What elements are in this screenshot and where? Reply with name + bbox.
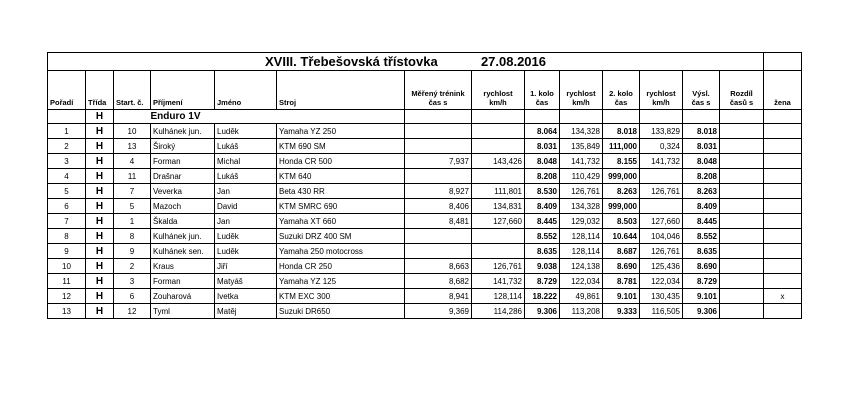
cell-zena <box>764 154 802 169</box>
table-row <box>48 304 802 319</box>
cell-prijmeni: Zouharová <box>151 289 215 304</box>
header-rychlost-2-2: km/h <box>652 98 670 107</box>
cell-jmeno: Lukáš <box>215 139 277 154</box>
cell-start: 9 <box>114 244 151 259</box>
cell-zena <box>764 304 802 319</box>
cell-prijmeni: Veverka <box>151 184 215 199</box>
results-table <box>47 52 802 319</box>
cell-rych1: 134,328 <box>560 199 603 214</box>
cell-trenink <box>405 124 472 139</box>
cell-rych2: 104,046 <box>640 229 683 244</box>
header-trenink <box>405 71 472 110</box>
cell-start: 1 <box>114 214 151 229</box>
cell-vysl: 9.101 <box>683 289 720 304</box>
cell-poradi: 6 <box>48 199 86 214</box>
header-stroj: Stroj <box>277 71 405 110</box>
section-blank-4 <box>472 110 525 124</box>
cell-stroj: KTM EXC 300 <box>277 289 405 304</box>
cell-jmeno: Jan <box>215 184 277 199</box>
cell-jmeno: Matěj <box>215 304 277 319</box>
cell-trenink <box>405 229 472 244</box>
cell-trenink <box>405 139 472 154</box>
cell-vysl: 8.048 <box>683 154 720 169</box>
cell-zena <box>764 244 802 259</box>
header-start: Start. č. <box>114 71 151 110</box>
cell-rych2: 127,660 <box>640 214 683 229</box>
cell-kolo1: 8.031 <box>525 139 560 154</box>
cell-stroj: KTM SMRC 690 <box>277 199 405 214</box>
cell-start: 10 <box>114 124 151 139</box>
cell-trenink <box>405 169 472 184</box>
cell-rych1: 113,208 <box>560 304 603 319</box>
cell-rych1: 124,138 <box>560 259 603 274</box>
cell-kolo1: 8.208 <box>525 169 560 184</box>
table-row <box>48 244 802 259</box>
cell-trida: H <box>86 289 114 304</box>
cell-trida: H <box>86 139 114 154</box>
cell-prijmeni: Široký <box>151 139 215 154</box>
cell-jmeno: Lukáš <box>215 169 277 184</box>
cell-rozdil <box>720 214 764 229</box>
cell-poradi: 4 <box>48 169 86 184</box>
cell-trida: H <box>86 229 114 244</box>
cell-rozdil <box>720 169 764 184</box>
section-blank-9 <box>683 110 720 124</box>
cell-poradi: 12 <box>48 289 86 304</box>
cell-start: 2 <box>114 259 151 274</box>
cell-kolo1: 9.038 <box>525 259 560 274</box>
cell-kolo1: 8.409 <box>525 199 560 214</box>
cell-rych1: 134,328 <box>560 124 603 139</box>
cell-kolo1: 8.048 <box>525 154 560 169</box>
title-blank-cell <box>764 53 802 71</box>
cell-poradi: 11 <box>48 274 86 289</box>
cell-zena <box>764 124 802 139</box>
cell-prijmeni: Tyml <box>151 304 215 319</box>
header-rychlost-t <box>472 71 525 110</box>
cell-poradi: 9 <box>48 244 86 259</box>
header-vysledny-2: čas s <box>691 98 711 107</box>
cell-vysl: 8.208 <box>683 169 720 184</box>
section-class: H <box>86 110 114 124</box>
cell-rych-t: 114,286 <box>472 304 525 319</box>
section-blank-7 <box>603 110 640 124</box>
cell-zena <box>764 259 802 274</box>
cell-rych2: 141,732 <box>640 154 683 169</box>
cell-kolo1: 8.729 <box>525 274 560 289</box>
cell-kolo2: 8.018 <box>603 124 640 139</box>
cell-rych-t: 127,660 <box>472 214 525 229</box>
table-row <box>48 184 802 199</box>
cell-stroj: KTM 640 <box>277 169 405 184</box>
cell-rozdil <box>720 289 764 304</box>
header-kolo2 <box>603 71 640 110</box>
cell-rych1: 128,114 <box>560 244 603 259</box>
cell-vysl: 8.018 <box>683 124 720 139</box>
cell-zena: x <box>764 289 802 304</box>
cell-start: 6 <box>114 289 151 304</box>
cell-jmeno: Luděk <box>215 244 277 259</box>
cell-rych2 <box>640 169 683 184</box>
cell-poradi: 3 <box>48 154 86 169</box>
header-rozdil <box>720 71 764 110</box>
cell-trenink <box>405 244 472 259</box>
table-row <box>48 139 802 154</box>
cell-rozdil <box>720 259 764 274</box>
cell-vysl: 8.445 <box>683 214 720 229</box>
cell-kolo1: 8.635 <box>525 244 560 259</box>
cell-kolo2: 8.781 <box>603 274 640 289</box>
cell-rych1: 128,114 <box>560 229 603 244</box>
section-blank-2 <box>114 110 151 124</box>
cell-kolo1: 18.222 <box>525 289 560 304</box>
cell-vysl: 8.031 <box>683 139 720 154</box>
cell-trenink: 8,682 <box>405 274 472 289</box>
cell-kolo1: 8.445 <box>525 214 560 229</box>
table-row <box>48 169 802 184</box>
section-blank-10 <box>720 110 764 124</box>
cell-stroj: Beta 430 RR <box>277 184 405 199</box>
cell-trida: H <box>86 169 114 184</box>
section-blank-5 <box>525 110 560 124</box>
section-row <box>48 110 802 124</box>
cell-rych-t <box>472 244 525 259</box>
cell-rych-t <box>472 169 525 184</box>
header-trida: Třída <box>86 71 114 110</box>
cell-stroj: Yamaha YZ 250 <box>277 124 405 139</box>
cell-poradi: 2 <box>48 139 86 154</box>
cell-kolo2: 8.503 <box>603 214 640 229</box>
cell-zena <box>764 139 802 154</box>
cell-kolo2: 8.690 <box>603 259 640 274</box>
cell-trida: H <box>86 154 114 169</box>
cell-kolo1: 8.552 <box>525 229 560 244</box>
cell-kolo1: 9.306 <box>525 304 560 319</box>
event-name: XVIII. Třebešovská třístovka <box>264 54 438 69</box>
cell-prijmeni: Kulhánek jun. <box>151 229 215 244</box>
header-rychlost-1-1: rychlost <box>566 89 596 98</box>
cell-rych1: 49,861 <box>560 289 603 304</box>
cell-rych-t: 111,801 <box>472 184 525 199</box>
table-row <box>48 124 802 139</box>
header-rychlost-2-1: rychlost <box>646 89 676 98</box>
cell-rozdil <box>720 229 764 244</box>
cell-rych-t: 141,732 <box>472 274 525 289</box>
cell-kolo2: 9.333 <box>603 304 640 319</box>
cell-vysl: 8.729 <box>683 274 720 289</box>
cell-poradi: 8 <box>48 229 86 244</box>
header-rozdil-2: časů s <box>729 98 754 107</box>
cell-prijmeni: Kulhánek sen. <box>151 244 215 259</box>
cell-start: 5 <box>114 199 151 214</box>
table-row <box>48 214 802 229</box>
cell-trenink: 8,927 <box>405 184 472 199</box>
cell-stroj: KTM 690 SM <box>277 139 405 154</box>
cell-trida: H <box>86 244 114 259</box>
section-blank-3 <box>405 110 472 124</box>
cell-rozdil <box>720 124 764 139</box>
section-blank-6 <box>560 110 603 124</box>
cell-jmeno: Michal <box>215 154 277 169</box>
cell-rych-t: 143,426 <box>472 154 525 169</box>
cell-kolo2: 8.687 <box>603 244 640 259</box>
cell-trenink: 8,941 <box>405 289 472 304</box>
table-row <box>48 199 802 214</box>
cell-rych1: 122,034 <box>560 274 603 289</box>
cell-vysl: 8.263 <box>683 184 720 199</box>
header-rychlost-t-2: km/h <box>489 98 507 107</box>
cell-prijmeni: Forman <box>151 274 215 289</box>
cell-prijmeni: Škalda <box>151 214 215 229</box>
cell-prijmeni: Mazoch <box>151 199 215 214</box>
cell-trida: H <box>86 259 114 274</box>
cell-trida: H <box>86 274 114 289</box>
header-kolo2-1: 2. kolo <box>609 89 633 98</box>
cell-poradi: 13 <box>48 304 86 319</box>
cell-trida: H <box>86 199 114 214</box>
table-row <box>48 154 802 169</box>
cell-stroj: Yamaha YZ 125 <box>277 274 405 289</box>
table-row <box>48 289 802 304</box>
cell-trida: H <box>86 304 114 319</box>
header-rozdil-1: Rozdíl <box>730 89 753 98</box>
cell-poradi: 7 <box>48 214 86 229</box>
cell-vysl: 8.409 <box>683 199 720 214</box>
cell-kolo2: 9.101 <box>603 289 640 304</box>
cell-start: 3 <box>114 274 151 289</box>
header-zena: žena <box>764 71 802 110</box>
cell-zena <box>764 199 802 214</box>
table-row <box>48 229 802 244</box>
cell-rych2: 133,829 <box>640 124 683 139</box>
cell-poradi: 1 <box>48 124 86 139</box>
cell-stroj: Suzuki DRZ 400 SM <box>277 229 405 244</box>
table-row <box>48 274 802 289</box>
section-name: Enduro 1V <box>151 110 405 124</box>
cell-kolo1: 8.530 <box>525 184 560 199</box>
cell-zena <box>764 274 802 289</box>
header-kolo2-2: čas <box>614 98 628 107</box>
header-kolo1 <box>525 71 560 110</box>
cell-vysl: 8.635 <box>683 244 720 259</box>
title-row <box>48 53 802 71</box>
cell-rych-t: 126,761 <box>472 259 525 274</box>
cell-trenink: 8,663 <box>405 259 472 274</box>
header-jmeno: Jméno <box>215 71 277 110</box>
cell-jmeno: David <box>215 199 277 214</box>
cell-jmeno: Luděk <box>215 229 277 244</box>
cell-jmeno: Luděk <box>215 124 277 139</box>
cell-trenink: 9,369 <box>405 304 472 319</box>
cell-zena <box>764 169 802 184</box>
cell-trida: H <box>86 124 114 139</box>
cell-prijmeni: Forman <box>151 154 215 169</box>
cell-kolo2: 999,000 <box>603 169 640 184</box>
cell-rozdil <box>720 274 764 289</box>
cell-stroj: Honda CR 500 <box>277 154 405 169</box>
header-vysledny-1: Výsl. <box>692 89 710 98</box>
cell-rych2 <box>640 199 683 214</box>
section-blank-8 <box>640 110 683 124</box>
cell-rych2: 126,761 <box>640 184 683 199</box>
cell-zena <box>764 229 802 244</box>
cell-start: 12 <box>114 304 151 319</box>
cell-trida: H <box>86 184 114 199</box>
cell-vysl: 9.306 <box>683 304 720 319</box>
cell-poradi: 5 <box>48 184 86 199</box>
cell-rych1: 110,429 <box>560 169 603 184</box>
cell-jmeno: Jiří <box>215 259 277 274</box>
cell-jmeno: Ivetka <box>215 289 277 304</box>
cell-kolo2: 8.263 <box>603 184 640 199</box>
cell-prijmeni: Kraus <box>151 259 215 274</box>
cell-rych1: 129,032 <box>560 214 603 229</box>
cell-kolo2: 999,000 <box>603 199 640 214</box>
cell-zena <box>764 184 802 199</box>
cell-rych1: 126,761 <box>560 184 603 199</box>
cell-rych2: 125,436 <box>640 259 683 274</box>
cell-rych-t: 134,831 <box>472 199 525 214</box>
cell-prijmeni: Drašnar <box>151 169 215 184</box>
cell-rozdil <box>720 184 764 199</box>
cell-jmeno: Jan <box>215 214 277 229</box>
cell-rych2: 116,505 <box>640 304 683 319</box>
cell-kolo2: 10.644 <box>603 229 640 244</box>
cell-poradi: 10 <box>48 259 86 274</box>
cell-stroj: Suzuki DR650 <box>277 304 405 319</box>
cell-trenink: 8,406 <box>405 199 472 214</box>
cell-rozdil <box>720 304 764 319</box>
header-trenink-1: Měřený trénink <box>411 89 465 98</box>
cell-rych2: 126,761 <box>640 244 683 259</box>
cell-jmeno: Matyáš <box>215 274 277 289</box>
cell-stroj: Yamaha XT 660 <box>277 214 405 229</box>
cell-rozdil <box>720 199 764 214</box>
header-kolo1-1: 1. kolo <box>530 89 554 98</box>
cell-prijmeni: Kulhánek jun. <box>151 124 215 139</box>
cell-zena <box>764 214 802 229</box>
cell-stroj: Yamaha 250 motocross <box>277 244 405 259</box>
header-rychlost-1-2: km/h <box>572 98 590 107</box>
section-blank-11 <box>764 110 802 124</box>
cell-rych-t <box>472 229 525 244</box>
cell-vysl: 8.690 <box>683 259 720 274</box>
cell-rozdil <box>720 139 764 154</box>
cell-start: 13 <box>114 139 151 154</box>
cell-rych2: 0,324 <box>640 139 683 154</box>
header-vysledny <box>683 71 720 110</box>
cell-kolo2: 8.155 <box>603 154 640 169</box>
cell-rych2: 122,034 <box>640 274 683 289</box>
cell-kolo1: 8.064 <box>525 124 560 139</box>
cell-trida: H <box>86 214 114 229</box>
cell-trenink: 8,481 <box>405 214 472 229</box>
cell-trenink: 7,937 <box>405 154 472 169</box>
cell-start: 11 <box>114 169 151 184</box>
cell-rozdil <box>720 244 764 259</box>
table-row <box>48 259 802 274</box>
cell-rych-t <box>472 139 525 154</box>
header-rychlost-1 <box>560 71 603 110</box>
header-trenink-2: čas s <box>428 98 448 107</box>
section-blank-1 <box>48 110 86 124</box>
header-row <box>48 71 802 110</box>
cell-rych2: 130,435 <box>640 289 683 304</box>
cell-rych1: 135,849 <box>560 139 603 154</box>
cell-rych1: 141,732 <box>560 154 603 169</box>
header-prijmeni: Příjmení <box>151 71 215 110</box>
cell-start: 4 <box>114 154 151 169</box>
cell-rych-t: 128,114 <box>472 289 525 304</box>
cell-start: 7 <box>114 184 151 199</box>
cell-rozdil <box>720 154 764 169</box>
event-date: 27.08.2016 <box>480 54 547 69</box>
cell-start: 8 <box>114 229 151 244</box>
cell-kolo2: 111,000 <box>603 139 640 154</box>
cell-stroj: Honda CR 250 <box>277 259 405 274</box>
header-kolo1-2: čas <box>535 98 549 107</box>
header-rychlost-t-1: rychlost <box>483 89 513 98</box>
header-poradi: Pořadí <box>48 71 86 110</box>
cell-vysl: 8.552 <box>683 229 720 244</box>
cell-rych-t <box>472 124 525 139</box>
header-rychlost-2 <box>640 71 683 110</box>
page-title <box>48 53 764 71</box>
